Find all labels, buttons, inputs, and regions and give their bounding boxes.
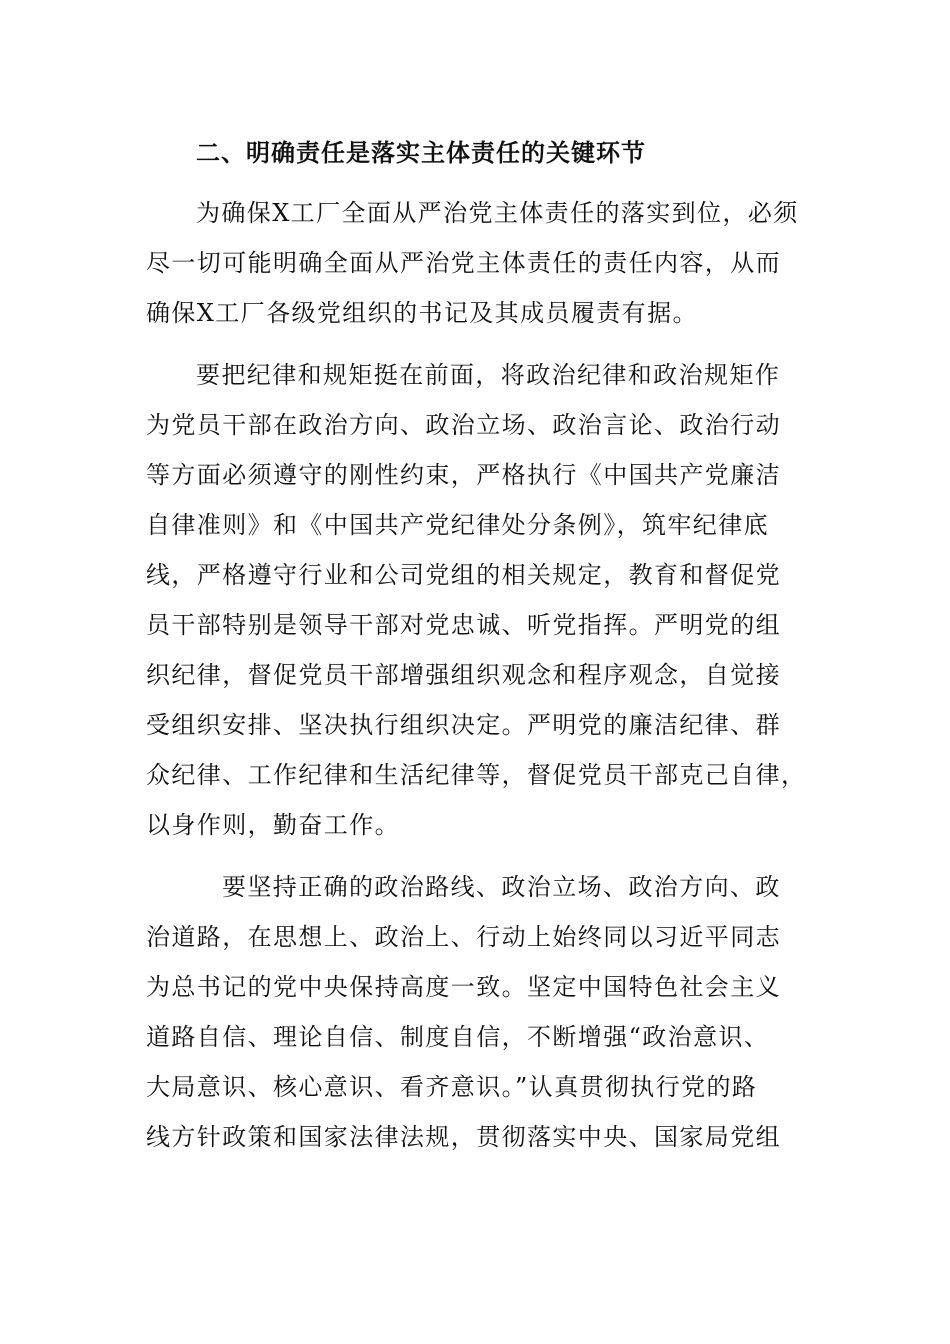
text-line: 要坚持正确的政治路线、政治立场、政治方向、政 (222, 873, 781, 901)
text-line: 受组织安排、坚决执行组织决定。严明党的廉洁纪律、群 (146, 711, 781, 739)
text-line: 线方针政策和国家法律法规，贯彻落实中央、国家局党组 (146, 1123, 781, 1151)
text-line: 确保X工厂各级党组织的书记及其成员履责有据。 (146, 299, 698, 327)
text-line: 等方面必须遵守的刚性约束，严格执行《中国共产党廉洁 (146, 461, 781, 489)
text-line: 尽一切可能明确全面从严治党主体责任的责任内容，从而 (146, 249, 781, 277)
text-line: 要把纪律和规矩挺在前面，将政治纪律和政治规矩作 (196, 361, 781, 389)
text-line: 为总书记的党中央保持高度一致。坚定中国特色社会主义 (146, 973, 781, 1001)
text-line: 为党员干部在政治方向、政治立场、政治言论、政治行动 (146, 411, 781, 439)
text-line: 大局意识、核心意识、看齐意识。”认真贯彻执行党的路 (146, 1073, 758, 1101)
text-line: 员干部特别是领导干部对党忠诚、听党指挥。严明党的组 (146, 611, 781, 639)
text-line: 治道路，在思想上、政治上、行动上始终同以习近平同志 (146, 923, 781, 951)
text-line: 织纪律，督促党员干部增强组织观念和程序观念，自觉接 (146, 661, 781, 689)
text-line: 以身作则，勤奋工作。 (146, 811, 400, 839)
section-heading: 二、明确责任是落实主体责任的关键环节 (196, 139, 646, 167)
text-line: 线，严格遵守行业和公司党组的相关规定，教育和督促党 (146, 561, 781, 589)
text-line: 众纪律、工作纪律和生活纪律等，督促党员干部克己自律， (146, 761, 807, 789)
text-line: 为确保X工厂全面从严治党主体责任的落实到位，必须 (196, 199, 799, 227)
text-line: 道路自信、理论自信、制度自信，不断增强“政治意识、 (146, 1023, 770, 1051)
text-line: 自律准则》和《中国共产党纪律处分条例》，筑牢纪律底 (146, 511, 769, 539)
